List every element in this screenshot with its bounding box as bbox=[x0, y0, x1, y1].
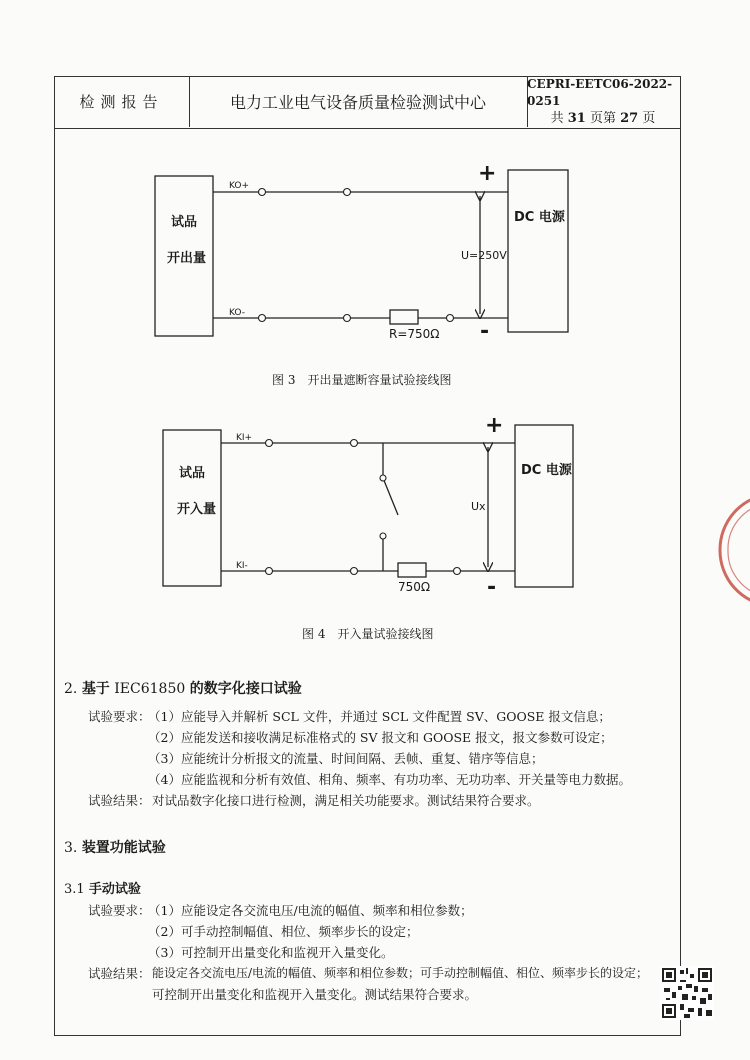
fig4-box-left-line1: 试品 bbox=[179, 466, 206, 481]
fig3-box-left-line2: 开出量 bbox=[167, 251, 207, 266]
section2-req-item-2: （2）应能发送和接收满足标准格式的 SV 报文和 GOOSE 报文，报文参数可设定； bbox=[148, 730, 613, 745]
fig4-switch-blade bbox=[383, 478, 398, 515]
fig3-resistor bbox=[390, 310, 418, 324]
section2-result-text: 对试品数字化接口进行检测，满足相关功能要求。测试结果符合要求。 bbox=[152, 793, 540, 808]
section3-result-line-2: 可控制开出量变化和监视开入量变化。测试结果符合要求。 bbox=[152, 987, 478, 1002]
qr-code-icon bbox=[660, 966, 714, 1020]
page-indicator: 共 31 页第 27 页 bbox=[550, 111, 656, 126]
fig4-box-right: DC 电源 bbox=[521, 463, 572, 478]
section3-req-item-1: （1）应能设定各交流电压/电流的幅值、频率和相位参数； bbox=[148, 903, 473, 918]
section2-req-item-1: （1）应能导入并解析 SCL 文件，并通过 SCL 文件配置 SV、GOOSE 报文信息； bbox=[148, 709, 611, 724]
fig4-label-bottom: KI- bbox=[236, 561, 248, 571]
section3-result-label: 试验结果： bbox=[88, 966, 151, 981]
fig3-plus: + bbox=[478, 161, 497, 186]
fig4-resistor-value: 750Ω bbox=[398, 580, 431, 594]
section3-req-label: 试验要求： bbox=[88, 903, 151, 918]
red-seal-stamp bbox=[712, 490, 750, 610]
fig4-box-left-line2: 开入量 bbox=[177, 502, 217, 517]
report-type: 检测报告 bbox=[54, 76, 190, 127]
section2-req-item-3: （3）应能统计分析报文的流量、时间间隔、丢帧、重复、错序等信息； bbox=[148, 751, 544, 766]
section2-result-label: 试验结果： bbox=[88, 793, 151, 808]
fig3-box-right: DC 电源 bbox=[514, 210, 565, 225]
fig4-resistor bbox=[398, 563, 426, 577]
figure3-caption: 图 3 开出量遮断容量试验接线图 bbox=[272, 373, 452, 387]
fig3-label-top: KO+ bbox=[229, 181, 250, 191]
fig4-plus: + bbox=[485, 413, 504, 438]
fig4-dc-source-box bbox=[515, 425, 573, 587]
fig3-resistor-value: R=750Ω bbox=[389, 327, 440, 341]
fig4-minus: - bbox=[487, 575, 497, 600]
section3-req-item-2: （2）可手动控制幅值、相位、频率步长的设定； bbox=[148, 924, 419, 939]
fig4-label-top: KI+ bbox=[236, 433, 253, 443]
section3-req-item-3: （3）可控制开出量变化和监视开入量变化。 bbox=[148, 945, 394, 960]
fig3-dc-source-box bbox=[508, 170, 568, 332]
fig3-voltage: U=250V bbox=[461, 249, 507, 262]
section2-heading: 2. 基于 IEC61850 的数字化接口试验 bbox=[64, 681, 302, 697]
section3-1-heading: 3.1 手动试验 bbox=[64, 882, 141, 897]
fig4-voltage: Ux bbox=[471, 500, 486, 513]
figure4-caption: 图 4 开入量试验接线图 bbox=[302, 627, 434, 641]
section2-req-label: 试验要求： bbox=[88, 709, 151, 724]
organization-name: 电力工业电气设备质量检验测试中心 bbox=[189, 76, 528, 127]
fig3-box-left-line1: 试品 bbox=[171, 215, 198, 230]
report-number: CEPRI-EETC06-2022-0251 bbox=[527, 77, 673, 108]
section2-req-item-4: （4）应能监视和分析有效值、相角、频率、有功功率、无功功率、开关量等电力数据。 bbox=[148, 772, 631, 787]
section3-result-line-1: 能设定各交流电压/电流的幅值、频率和相位参数；可手动控制幅值、相位、频率步长的设定； bbox=[152, 966, 649, 980]
fig3-label-bottom: KO- bbox=[229, 308, 245, 318]
fig3-minus: - bbox=[480, 319, 490, 344]
section3-heading: 3. 装置功能试验 bbox=[64, 840, 166, 856]
